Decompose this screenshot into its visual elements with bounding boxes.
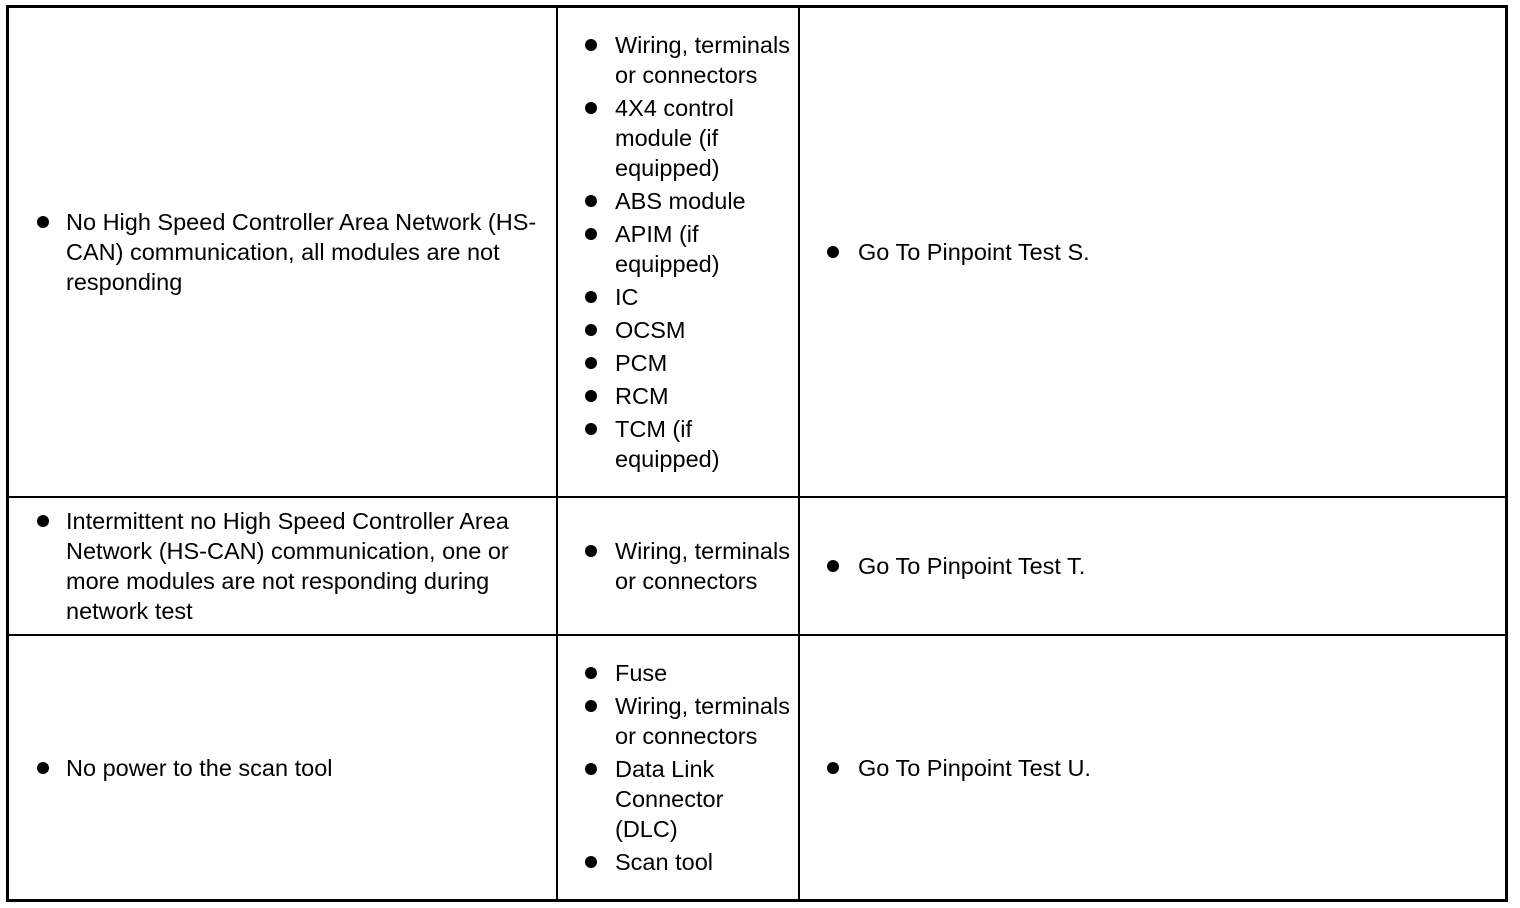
bullet-icon xyxy=(585,545,597,557)
possible-source-cell xyxy=(557,8,799,497)
possible-source-text: Wiring, terminals or connectors xyxy=(615,693,790,749)
bullet-icon xyxy=(585,357,597,369)
bullet-icon xyxy=(585,856,597,868)
symptom-text: No power to the scan tool xyxy=(66,754,333,781)
possible-source-item xyxy=(558,536,798,596)
bullet-icon xyxy=(585,423,597,435)
bullet-icon xyxy=(585,195,597,207)
symptom-cell xyxy=(9,497,557,635)
action-item xyxy=(800,237,1505,267)
symptom-text: Intermittent no High Speed Controller Area Network (HS-CAN) communication, one or more modules are not responding during network test xyxy=(66,508,509,624)
bullet-icon xyxy=(585,102,597,114)
bullet-icon xyxy=(37,762,49,774)
bullet-icon xyxy=(585,700,597,712)
bullet-icon xyxy=(585,39,597,51)
symptom-cell xyxy=(9,635,557,899)
action-text: Go To Pinpoint Test T. xyxy=(858,553,1086,579)
action-item xyxy=(800,753,1505,783)
bullet-icon xyxy=(585,667,597,679)
table-row xyxy=(9,8,1505,497)
possible-source-item xyxy=(558,658,798,688)
symptom-cell xyxy=(9,8,557,497)
symptom-item xyxy=(9,753,556,783)
possible-source-text: 4X4 control module (if equipped) xyxy=(615,95,734,181)
possible-source-item xyxy=(558,93,798,183)
possible-source-item xyxy=(558,282,798,312)
bullet-icon xyxy=(585,390,597,402)
symptom-text: No High Speed Controller Area Network (HS-CAN) communication, all modules are not responding xyxy=(66,209,537,295)
possible-source-text: Wiring, terminals or connectors xyxy=(615,32,790,88)
possible-source-cell xyxy=(557,635,799,899)
bullet-icon xyxy=(585,291,597,303)
action-item xyxy=(800,551,1505,581)
possible-source-item xyxy=(558,348,798,378)
possible-source-text: Wiring, terminals or connectors xyxy=(615,538,790,594)
possible-source-item xyxy=(558,754,798,844)
possible-source-item xyxy=(558,847,798,877)
possible-source-text: TCM (if equipped) xyxy=(615,416,720,472)
possible-source-text: Fuse xyxy=(615,660,668,686)
bullet-icon xyxy=(585,228,597,240)
possible-source-item xyxy=(558,414,798,474)
bullet-icon xyxy=(585,763,597,775)
symptom-chart-table xyxy=(9,8,1505,899)
table-row xyxy=(9,635,1505,899)
symptom-item xyxy=(9,506,556,626)
possible-source-text: Scan tool xyxy=(615,849,713,875)
bullet-icon xyxy=(37,216,49,228)
possible-source-text: Data Link Connector (DLC) xyxy=(615,756,724,842)
action-text: Go To Pinpoint Test S. xyxy=(858,239,1090,265)
bullet-icon xyxy=(827,762,839,774)
possible-source-text: APIM (if equipped) xyxy=(615,221,720,277)
possible-source-item xyxy=(558,219,798,279)
table-row xyxy=(9,497,1505,635)
bullet-icon xyxy=(827,560,839,572)
possible-source-item xyxy=(558,30,798,90)
bullet-icon xyxy=(37,515,49,527)
bullet-icon xyxy=(827,246,839,258)
possible-source-item xyxy=(558,381,798,411)
symptom-item xyxy=(9,207,556,297)
possible-source-text: PCM xyxy=(615,350,668,376)
bullet-icon xyxy=(585,324,597,336)
action-cell xyxy=(799,635,1505,899)
possible-source-text: OCSM xyxy=(615,317,686,343)
possible-source-text: IC xyxy=(615,284,639,310)
possible-source-cell xyxy=(557,497,799,635)
action-cell xyxy=(799,8,1505,497)
possible-source-item xyxy=(558,691,798,751)
action-cell xyxy=(799,497,1505,635)
symptom-chart-frame xyxy=(6,5,1508,902)
action-text: Go To Pinpoint Test U. xyxy=(858,754,1091,781)
possible-source-item xyxy=(558,186,798,216)
possible-source-item xyxy=(558,315,798,345)
possible-source-text: ABS module xyxy=(615,188,746,214)
possible-source-text: RCM xyxy=(615,383,669,409)
